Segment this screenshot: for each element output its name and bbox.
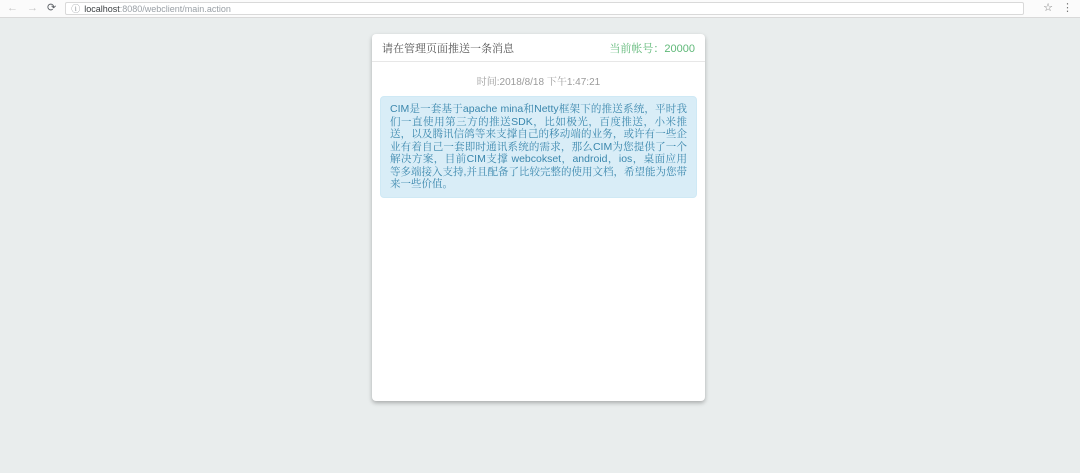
account-value: 20000 — [664, 42, 695, 55]
panel-title: 请在管理页面推送一条消息 — [382, 42, 514, 55]
message-panel — [372, 34, 705, 401]
url-text — [84, 4, 231, 14]
panel-header — [372, 34, 705, 62]
url-host: localhost — [84, 3, 120, 14]
page-background — [0, 18, 1080, 472]
url-path: :8080/webclient/main.action — [119, 3, 231, 14]
forward-icon[interactable]: → — [27, 2, 38, 14]
message-bubble: CIM是一套基于apache mina和Netty框架下的推送系统，平时我们一直使用第三方的推送SDK，比如极光，百度推送，小米推送，以及腾讯信鸽等来支撑自己的移动端的业务，或许有一些企业有着自己一套即时通讯系统的需求，那么CIM为您提供了一个解决方案，目前CIM支撑 webcokset，android，ios，桌面应用等多端接入支持,并且配备了比较完整的使用文档，希望能为您带来一些价值。 — [380, 96, 697, 198]
browser-menu-icon[interactable]: ⋮ — [1062, 2, 1073, 14]
reload-icon[interactable]: ⟳ — [47, 2, 57, 14]
current-account — [609, 40, 695, 56]
bookmark-star-icon[interactable]: ☆ — [1043, 2, 1053, 14]
address-bar[interactable] — [65, 2, 1024, 15]
browser-toolbar — [0, 0, 1080, 18]
back-icon[interactable]: ← — [7, 2, 18, 14]
message-timestamp: 时间:2018/8/18 下午1:47:21 — [476, 77, 601, 88]
page-info-icon[interactable]: ⓘ — [71, 4, 81, 14]
account-label: 当前帐号： — [609, 42, 665, 55]
